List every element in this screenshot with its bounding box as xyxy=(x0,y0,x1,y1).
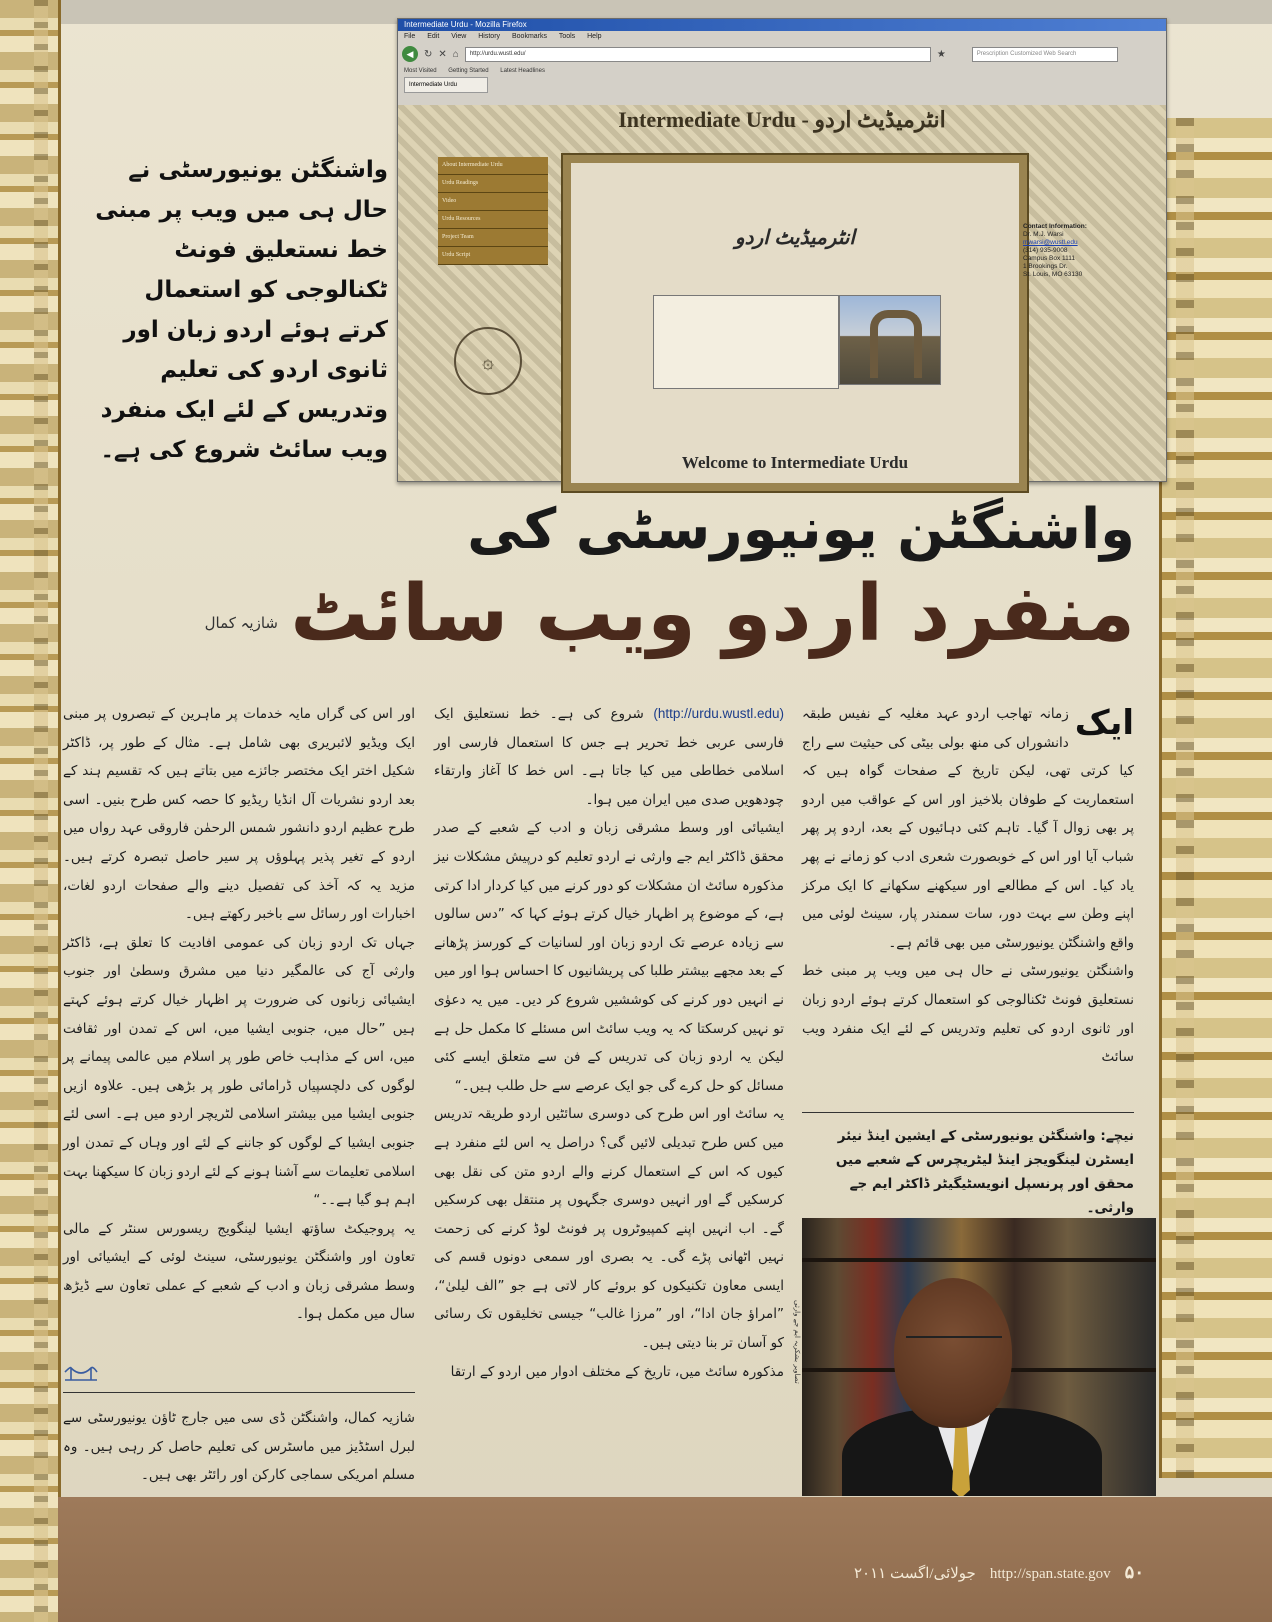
contact-info xyxy=(1023,223,1123,279)
right-ornamental-border xyxy=(1159,118,1272,1478)
contact-name: Dr. M.J. Warsi xyxy=(1023,231,1064,238)
article-column-2 xyxy=(434,700,784,1386)
headline-line-1: واشنگٹن یونیورسٹی کی xyxy=(467,497,1135,562)
footer-issue: جولائی/اگست ۲۰۱۱ xyxy=(854,1566,976,1582)
glasses-shape xyxy=(906,1336,1002,1352)
byline: شازیہ کمال xyxy=(204,614,278,632)
bridge-icon xyxy=(63,1362,99,1384)
contact-city: St. Louis, MO 63130 xyxy=(1023,271,1083,278)
bookmark-getting-started[interactable]: Getting Started xyxy=(448,68,489,74)
menu-history[interactable]: History xyxy=(478,33,501,40)
head-shape xyxy=(894,1278,1012,1428)
home-icon[interactable]: ⌂ xyxy=(452,48,459,60)
tab-intermediate-urdu[interactable]: Intermediate Urdu xyxy=(404,77,488,93)
left-ornamental-border xyxy=(0,0,61,1622)
web-search-input[interactable]: Prescription Customized Web Search xyxy=(972,47,1118,62)
paragraph-text: شروع کی ہے۔ خط نستعلیق ایک فارسی عربی خط تحریر ہے جس کا استعمال فارسی اور اسلامی خطاطی میں کیا جاتا ہے۔ اس خط کا آغاز وارتقاء چودھویں صدی میں ایران میں ہوا۔ xyxy=(434,706,784,808)
site-title: Intermediate Urdu - انٹرمیڈیٹ اردو xyxy=(618,107,946,132)
bookmark-star-icon[interactable]: ★ xyxy=(936,48,946,60)
stop-icon[interactable]: ✕ xyxy=(438,48,447,60)
site-main-panel xyxy=(563,155,1027,491)
back-arrow-icon[interactable]: ◀ xyxy=(402,46,418,62)
reload-icon[interactable]: ↻ xyxy=(424,48,433,60)
menu-view[interactable]: View xyxy=(451,33,467,40)
calligraphy-emblem-icon: ۞ xyxy=(454,327,522,395)
bookmark-latest-headlines[interactable]: Latest Headlines xyxy=(500,68,545,74)
nav-project-team[interactable]: Project Team xyxy=(438,229,548,247)
paragraph: جہاں تک اردو زبان کی عمومی افادیت کا تعلق ہے، ڈاکٹر وارثی آج کی عالمگیر دنیا میں مشرق وسطیٰ اور جنوب ایشیائی زبانوں کی ضرورت پر اظہار خیال کرتے ہوئے کہتے ہیں ”حال میں، جنوبی ایشیا میں، اس کے تمدن اور ثقافت میں، اس کے مذاہب خاص طور پر اسلام میں عالمی پیمانے پر لوگوں کی دلچسپیاں ڈرامائی طور پر بڑھی ہیں۔ علاوہ ازیں جنوبی ایشیا میں بیشتر اسلامی لٹریچر اردو میں ہے۔ اسی لئے جنوبی ایشیا کے لوگوں کو جاننے کے لئے اور وہاں کے تمدن اور اسلامی تعلیمات سے آشنا ہونے کے لئے اردو زبان کا سیکھنا بہت اہم ہو گیا ہے۔۔“ xyxy=(63,934,415,1209)
author-bio: شازیہ کمال، واشنگٹن ڈی سی میں جارج ٹاؤن یونیورسٹی سے لبرل اسٹڈیز میں ماسٹرس کی تعلیم حاصل کر رہی ہیں۔ وہ مسلم امریکی سماجی کارکن اور رائٹر بھی ہیں۔ xyxy=(63,1410,415,1484)
caption-divider xyxy=(802,1112,1134,1113)
contact-box: Campus Box 1111 xyxy=(1023,255,1076,262)
page-number: ۵۰ xyxy=(1124,1562,1144,1582)
browser-screenshot xyxy=(397,18,1167,482)
pull-quote: واشنگٹن یونیورسٹی نے حال ہی میں ویب پر مبنی خط نستعلیق فونٹ ٹکنالوجی کو استعمال کرتے ہوئے اردو زبان اور ثانوی اردو کی تعلیم وتدریس کے لئے ایک منفرد ویب سائٹ شروع کی ہے۔ xyxy=(95,157,388,463)
nav-urdu-resources[interactable]: Urdu Resources xyxy=(438,211,548,229)
welcome-heading: Welcome to Intermediate Urdu xyxy=(681,453,909,472)
site-url-link[interactable]: (http://urdu.wustl.edu) xyxy=(653,706,784,721)
panel-urdu-text-image xyxy=(653,295,839,389)
site-sidebar-nav xyxy=(438,157,548,265)
paragraph: یہ پروجیکٹ ساؤتھ ایشیا لینگویج ریسورس سنٹر کے مالی تعاون اور واشنگٹن یونیورسٹی، سینٹ لوئی کے ایشیائی اور وسط مشرقی زبان و ادب کے شعبے کے عملی تعاون سے ڈیڑھ سال میں مکمل ہوا۔ xyxy=(63,1220,415,1323)
bookmark-most-visited[interactable]: Most Visited xyxy=(404,68,437,74)
paragraph: مذکورہ سائٹ میں، تاریخ کے مختلف ادوار میں اردو کے ارتقا xyxy=(450,1363,784,1380)
article-column-3 xyxy=(63,700,415,1329)
paragraph: اور اس کی گراں مایہ خدمات پر ماہرین کے تبصروں پر مبنی ایک ویڈیو لائبریری بھی شامل ہے۔ مثال کے طور پر، ڈاکٹر شکیل اختر ایک مختصر جائزے میں بتاتے ہیں کہ تقسیم ہند کے بعد اردو نشریات آل انڈیا ریڈیو کا حصہ کس طرح بنیں۔ اسی طرح عظیم اردو دانشور شمس الرحمٰن فاروقی عہد رواں میں اردو کے تغیر پذیر پہلوؤں پر سیر حاصل تبصرہ کرتے ہیں۔ مزید یہ کہ آخذ کی تفصیل دینے والے صفحات اردو لغات، اخبارات اور رسائل سے باخبر رکھتے ہیں۔ xyxy=(63,706,415,923)
nav-about[interactable]: About Intermediate Urdu xyxy=(438,157,548,175)
menu-bookmarks[interactable]: Bookmarks xyxy=(511,33,547,40)
paragraph: واشنگٹن یونیورسٹی نے حال ہی میں ویب پر مبنی خط نستعلیق فونٹ ٹکنالوجی کو استعمال کرتے ہوئے اردو زبان اور ثانوی اردو کی تعلیم وتدریس کے لئے ایک منفرد ویب سائٹ xyxy=(802,963,1134,1066)
page-footer xyxy=(58,1497,1272,1622)
menu-edit[interactable]: Edit xyxy=(427,33,440,40)
contact-label: Contact Information: xyxy=(1023,223,1087,230)
bookshelf xyxy=(802,1258,1156,1262)
browser-nav-bar xyxy=(398,43,1166,65)
bookmarks-toolbar xyxy=(398,65,1166,77)
paragraph xyxy=(434,700,784,814)
browser-menu-bar xyxy=(398,31,1166,43)
menu-tools[interactable]: Tools xyxy=(558,33,576,40)
contact-email-link[interactable]: mwarsi@wustl.edu xyxy=(1023,239,1078,246)
nav-urdu-readings[interactable]: Urdu Readings xyxy=(438,175,548,193)
contact-phone: (314) 935-9008 xyxy=(1023,247,1068,254)
article-column-1 xyxy=(802,700,1134,1072)
headline-line-2: منفرد اردو ویب سائٹ xyxy=(290,569,1135,659)
paragraph: ایشیائی اور وسط مشرقی زبان و ادب کے شعبے کے صدر محقق ڈاکٹر ایم جے وارثی نے اردو تعلیم کو درپیش مشکلات نیز مذکورہ سائٹ ان مشکلات کو دور کرنے میں کیا کردار ادا کرتی ہے، کے موضوع پر اظہار خیال کرتے ہوئے کہا کہ ”دس سالوں سے زیادہ عرصے تک اردو زبان اور لسانیات کے کورسز پڑھانے کے بعد مجھے بیشتر طلبا کی پریشانیوں کا احساس ہوا اور میں نے انہیں دور کرنے کی کوششیں شروع کر دیں۔ میں یہ دعوٰی تو نہیں کرسکتا کہ یہ ویب سائٹ اس مسئلے کا مکمل حل ہے لیکن یہ اردو زبان کی تدریس کے فن سے متعلق ایسے کئی مسائل کو حل کرے گی جو ایک عرصے سے حل طلب ہیں۔“ xyxy=(434,820,784,1094)
website-body xyxy=(398,105,1166,481)
browser-title-bar: Intermediate Urdu - Mozilla Firefox xyxy=(398,19,1166,31)
bio-divider xyxy=(63,1392,415,1393)
contact-street: 1 Brookings Dr. xyxy=(1023,263,1068,270)
portrait-photo xyxy=(802,1218,1156,1496)
footer-url[interactable]: http://span.state.gov xyxy=(989,1566,1111,1582)
caption-below: نیچے: واشنگٹن یونیورسٹی کے ایشین اینڈ نیئر ایسٹرن لینگویجز اینڈ لیٹریچرس کے شعبے میں محقق اور پرنسپل انویسٹیگیٹر ڈاکٹر ایم جے وارثی۔ xyxy=(835,1128,1134,1216)
browser-tab-bar xyxy=(398,77,1166,91)
arch-shape xyxy=(870,310,922,378)
url-bar[interactable]: http://urdu.wustl.edu/ xyxy=(465,47,931,62)
panel-urdu-heading: انٹرمیڈیٹ اردو xyxy=(735,227,855,249)
menu-file[interactable]: File xyxy=(404,33,416,40)
paragraph: زمانہ تھاجب اردو عہد مغلیہ کے نفیس طبقہ دانشوراں کی منھ بولی بیٹی کی حیثیت سے راج کیا کرتی تھی، لیکن تاریخ کے صفحات گواہ ہیں کہ استعماریت کے طوفان بلاخیز اور اس کے عواقب میں اردو پر بھی زوال آ گیا۔ تاہم کئی دہائیوں کے بعد، اردو پر پھر شباب آیا اور اس کے خوبصورت شعری ادب کو زمانے نے پھر یاد کیا۔ اس کے مطالعے اور سیکھنے سکھانے کا ایک مرکز اپنے وطن سے بہت دور، سات سمندر پار، سینٹ لوئی میں واقع واشنگٹن یونیورسٹی میں بھی قائم ہے۔ xyxy=(802,706,1134,951)
dropcap: ایک xyxy=(1074,703,1134,743)
footer-info xyxy=(854,1562,1144,1583)
panel-monument-photo xyxy=(839,295,941,385)
paragraph: یہ سائٹ اور اس طرح کی دوسری سائٹیں اردو طریقہ تدریس میں کس طرح تبدیلی لائیں گی؟ دراصل یہ اس لئے منفرد ہے کیوں کہ اس کے استعمال کرنے والے اردو متن کی نقل بھی کرسکیں گے اور انہیں دوسری جگہوں پر منتقل بھی کرسکیں گے۔ اب انہیں اپنے کمپیوٹروں پر فونٹ لوڈ کرنے کی زحمت نہیں اٹھانی پڑے گی۔ یہ بصری اور سمعی دونوں قسم کی ایسی معاون تکنیکوں کو بروئے کار لاتی ہے جو ”الف لیلیٰ“، ”امراؤ جان ادا“، اور ”مرزا غالب“ جیسی تخلیقوں تک رسائی کو آسان تر بنا دیتی ہیں۔ xyxy=(434,1106,784,1352)
nav-urdu-script[interactable]: Urdu Script xyxy=(438,247,548,265)
nav-video[interactable]: Video xyxy=(438,193,548,211)
photo-credit: تصاویر بشکریہ ایم جے وارثی xyxy=(793,1300,801,1384)
menu-help[interactable]: Help xyxy=(587,33,602,40)
